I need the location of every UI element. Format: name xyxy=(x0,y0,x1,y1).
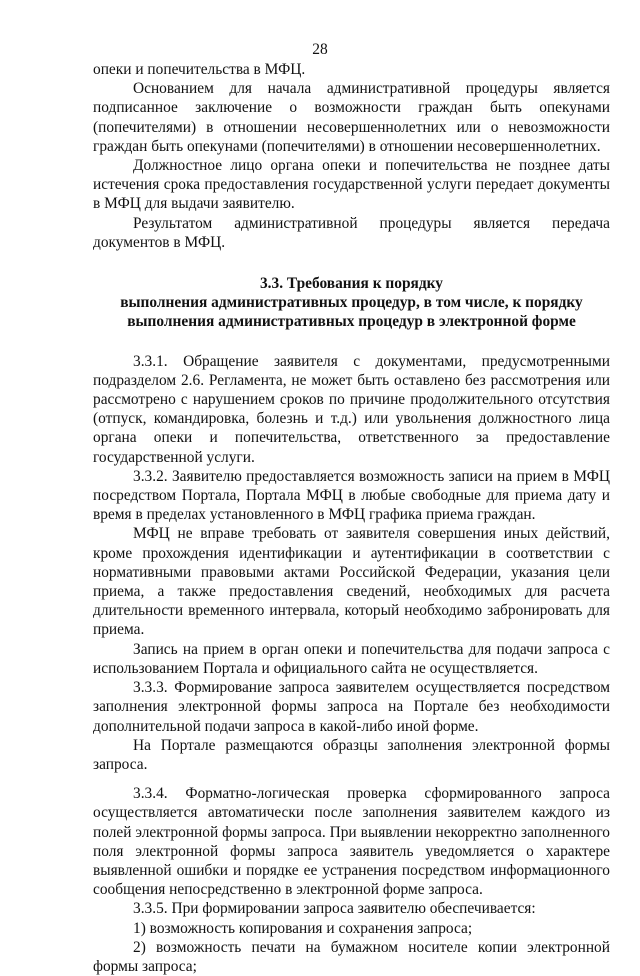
page-number: 28 xyxy=(312,41,328,58)
paragraph-gap xyxy=(93,774,610,784)
paragraph: 3.3.4. Форматно-логическая проверка сформированного запроса осуществляется автоматически после заполнения заявителем каждого из полей электронной формы запроса. При выявлении некорректно заполненного поля электронной формы запроса заявитель уведомляется о характере выявленной ошибки и порядке ее устранения посредством информационного сообщения непосредственно в электронной форме запроса. xyxy=(93,785,610,899)
section-heading-line: 3.3. Требования к порядку xyxy=(259,275,444,293)
paragraph: Запись на прием в орган опеки и попечительства для подачи запроса с использованием Портала и официального сайта не осуществляется. xyxy=(93,640,610,677)
paragraph: МФЦ не вправе требовать от заявителя совершения иных действий, кроме прохождения идентификации и аутентификации в соответствии с нормативными правовыми актами Российской Федерации, указания цели приема, а также предоставления сведений, необходимых для расчета длительности временного интервала, который необходимо забронировать для приема. xyxy=(93,525,610,639)
paragraph: На Портале размещаются образцы заполнения электронной формы запроса. xyxy=(93,736,610,773)
section-heading-line: выполнения административных процедур, в том числе, к порядку xyxy=(120,294,583,312)
paragraph: Результатом административной процедуры является передача документов в МФЦ. xyxy=(93,214,610,251)
document-body xyxy=(93,60,610,976)
paragraph: 3.3.2. Заявителю предоставляется возможность записи на прием в МФЦ посредством Портала, Портала МФЦ в любые свободные для приема дату и время в пределах установленного в МФЦ графика приема граждан. xyxy=(93,467,610,524)
list-item: 2) возможность печати на бумажном носителе копии электронной формы запроса; xyxy=(93,938,610,975)
list-item: 1) возможность копирования и сохранения запроса; xyxy=(133,919,473,937)
paragraph: Должностное лицо органа опеки и попечительства не позднее даты истечения срока предоставления государственной услуги передает документы в МФЦ для выдачи заявителю. xyxy=(93,157,610,213)
paragraph: 3.3.5. При формировании запроса заявителю обеспечивается: xyxy=(133,900,536,918)
paragraph: опеки и попечительства в МФЦ. xyxy=(93,61,306,78)
paragraph: 3.3.1. Обращение заявителя с документами, предусмотренными подразделом 2.6. Регламента, не может быть оставлено без рассмотрения или рассмотрено с нарушением сроков по причине продолжительного отсутствия (отпуск, командировка, болезнь и т.д.) или увольнения должностного лица органа опеки и попечительства, ответственного за предоставление государственной услуги. xyxy=(93,352,610,466)
section-heading-line: выполнения административных процедур в электронной форме xyxy=(127,313,576,331)
paragraph: 3.3.3. Формирование запроса заявителем осуществляется посредством заполнения электронной формы запроса на Портале без необходимости дополнительной подачи запроса в какой-либо иной форме. xyxy=(93,679,610,735)
section-heading xyxy=(93,274,610,332)
paragraph: Основанием для начала административной процедуры является подписанное заключение о возможности граждан быть опекунами (попечителями) в отношении несовершеннолетних или о невозможности граждан быть опекунами (попечителями) в отношении несовершеннолетних. xyxy=(93,80,610,155)
